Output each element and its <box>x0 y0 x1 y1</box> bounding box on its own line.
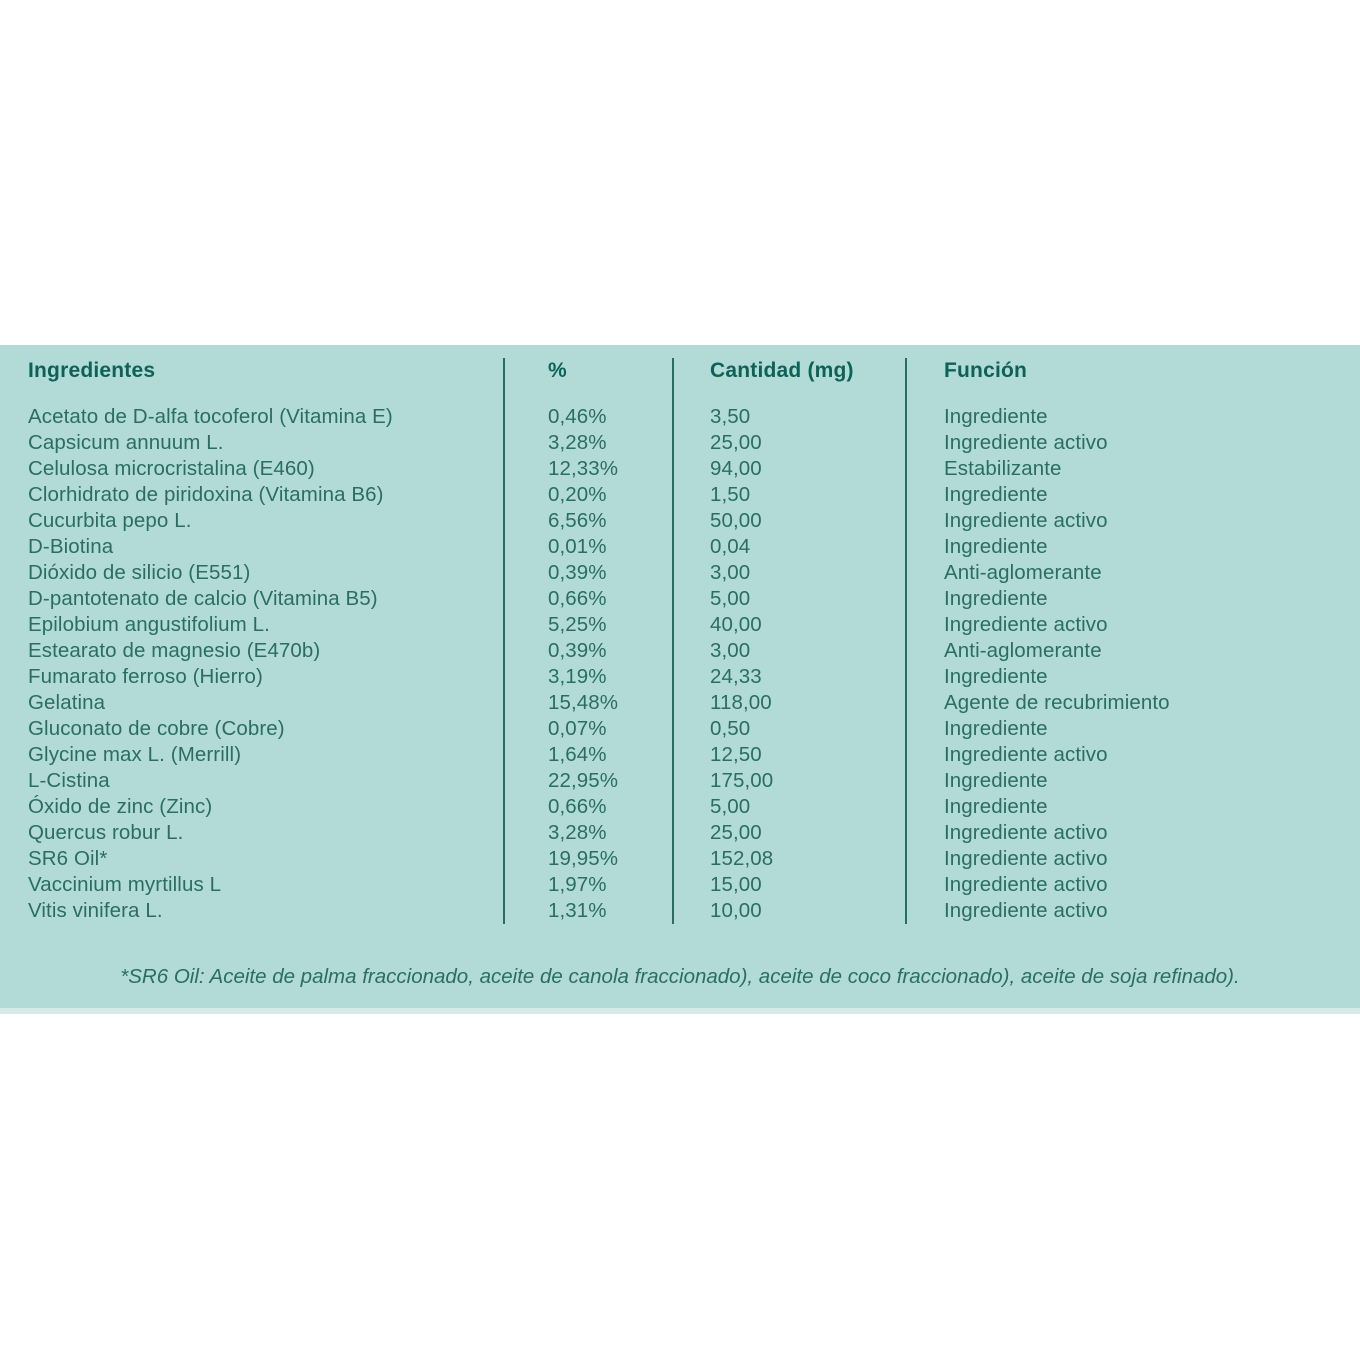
column-header-funcion: Función <box>944 359 1028 382</box>
function-cell: Ingrediente <box>944 483 1048 506</box>
ingredient-name-cell: Epilobium angustifolium L. <box>28 613 270 636</box>
ingredient-name-cell: Cucurbita pepo L. <box>28 509 192 532</box>
ingredient-name-cell: Quercus robur L. <box>28 821 184 844</box>
function-cell: Ingrediente activo <box>944 613 1108 636</box>
amount-cell: 15,00 <box>710 873 762 896</box>
column-header-percent: % <box>548 359 567 382</box>
percent-cell: 3,28% <box>548 821 607 844</box>
amount-cell: 3,00 <box>710 639 751 662</box>
function-cell: Anti-aglomerante <box>944 639 1102 662</box>
amount-cell: 25,00 <box>710 431 762 454</box>
percent-cell: 0,66% <box>548 587 607 610</box>
function-cell: Ingrediente <box>944 405 1048 428</box>
percent-cell: 0,20% <box>548 483 607 506</box>
ingredient-name-cell: Celulosa microcristalina (E460) <box>28 457 315 480</box>
ingredient-name-cell: D-Biotina <box>28 535 114 558</box>
percent-cell: 22,95% <box>548 769 619 792</box>
column-cantidad <box>672 358 905 924</box>
ingredient-name-cell: Dióxido de silicio (E551) <box>28 561 251 584</box>
column-percent <box>503 358 672 924</box>
amount-cell: 50,00 <box>710 509 762 532</box>
amount-cell: 25,00 <box>710 821 762 844</box>
sr6-oil-footnote: *SR6 Oil: Aceite de palma fraccionado, aceite de canola fraccionado), aceite de coco fraccionado), aceite de soja refinado). <box>120 965 1240 988</box>
ingredient-name-cell: Vaccinium myrtillus L <box>28 873 222 896</box>
percent-cell: 0,01% <box>548 535 607 558</box>
percent-cell: 5,25% <box>548 613 607 636</box>
column-percent-rows <box>548 404 672 924</box>
amount-cell: 118,00 <box>710 691 772 714</box>
ingredient-name-cell: Glycine max L. (Merrill) <box>28 743 242 766</box>
column-cantidad-rows <box>710 404 905 924</box>
amount-cell: 10,00 <box>710 899 762 922</box>
column-funcion-rows <box>944 404 1360 924</box>
ingredient-name-cell: Capsicum annuum L. <box>28 431 224 454</box>
percent-cell: 6,56% <box>548 509 607 532</box>
amount-cell: 152,08 <box>710 847 774 870</box>
column-header-cantidad: Cantidad (mg) <box>710 359 854 382</box>
percent-cell: 15,48% <box>548 691 619 714</box>
amount-cell: 3,50 <box>710 405 751 428</box>
amount-cell: 5,00 <box>710 795 751 818</box>
amount-cell: 0,50 <box>710 717 751 740</box>
percent-cell: 1,31% <box>548 899 607 922</box>
percent-cell: 0,07% <box>548 717 607 740</box>
percent-cell: 0,39% <box>548 639 607 662</box>
function-cell: Ingrediente <box>944 665 1048 688</box>
amount-cell: 94,00 <box>710 457 762 480</box>
column-header-ingredientes: Ingredientes <box>28 359 156 382</box>
function-cell: Ingrediente <box>944 587 1048 610</box>
ingredient-name-cell: Vitis vinifera L. <box>28 899 163 922</box>
amount-cell: 24,33 <box>710 665 762 688</box>
percent-cell: 0,39% <box>548 561 607 584</box>
ingredients-panel <box>0 345 1360 1008</box>
function-cell: Ingrediente activo <box>944 431 1108 454</box>
function-cell: Anti-aglomerante <box>944 561 1102 584</box>
amount-cell: 5,00 <box>710 587 751 610</box>
amount-cell: 0,04 <box>710 535 751 558</box>
function-cell: Ingrediente activo <box>944 873 1108 896</box>
ingredients-table <box>0 358 1360 924</box>
function-cell: Ingrediente <box>944 795 1048 818</box>
column-ingredientes <box>0 358 503 924</box>
ingredient-name-cell: D-pantotenato de calcio (Vitamina B5) <box>28 587 378 610</box>
percent-cell: 0,66% <box>548 795 607 818</box>
function-cell: Ingrediente activo <box>944 743 1108 766</box>
percent-cell: 12,33% <box>548 457 619 480</box>
function-cell: Ingrediente <box>944 769 1048 792</box>
percent-cell: 1,64% <box>548 743 607 766</box>
function-cell: Ingrediente activo <box>944 847 1108 870</box>
percent-cell: 1,97% <box>548 873 607 896</box>
function-cell: Ingrediente activo <box>944 899 1108 922</box>
amount-cell: 175,00 <box>710 769 774 792</box>
percent-cell: 3,19% <box>548 665 607 688</box>
ingredient-name-cell: Gluconato de cobre (Cobre) <box>28 717 285 740</box>
function-cell: Ingrediente <box>944 535 1048 558</box>
amount-cell: 1,50 <box>710 483 751 506</box>
ingredient-name-cell: Óxido de zinc (Zinc) <box>28 795 213 818</box>
ingredient-name-cell: SR6 Oil* <box>28 847 108 870</box>
function-cell: Estabilizante <box>944 457 1062 480</box>
ingredient-name-cell: L-Cistina <box>28 769 110 792</box>
function-cell: Ingrediente activo <box>944 509 1108 532</box>
percent-cell: 19,95% <box>548 847 619 870</box>
percent-cell: 3,28% <box>548 431 607 454</box>
column-ingredientes-rows <box>28 404 503 924</box>
ingredient-name-cell: Fumarato ferroso (Hierro) <box>28 665 263 688</box>
ingredient-name-cell: Estearato de magnesio (E470b) <box>28 639 321 662</box>
ingredient-name-cell: Gelatina <box>28 691 106 714</box>
function-cell: Agente de recubrimiento <box>944 691 1170 714</box>
function-cell: Ingrediente <box>944 717 1048 740</box>
amount-cell: 12,50 <box>710 743 762 766</box>
column-funcion <box>905 358 1360 924</box>
amount-cell: 3,00 <box>710 561 751 584</box>
percent-cell: 0,46% <box>548 405 607 428</box>
ingredient-name-cell: Acetato de D-alfa tocoferol (Vitamina E) <box>28 405 393 428</box>
amount-cell: 40,00 <box>710 613 762 636</box>
ingredient-name-cell: Clorhidrato de piridoxina (Vitamina B6) <box>28 483 384 506</box>
function-cell: Ingrediente activo <box>944 821 1108 844</box>
